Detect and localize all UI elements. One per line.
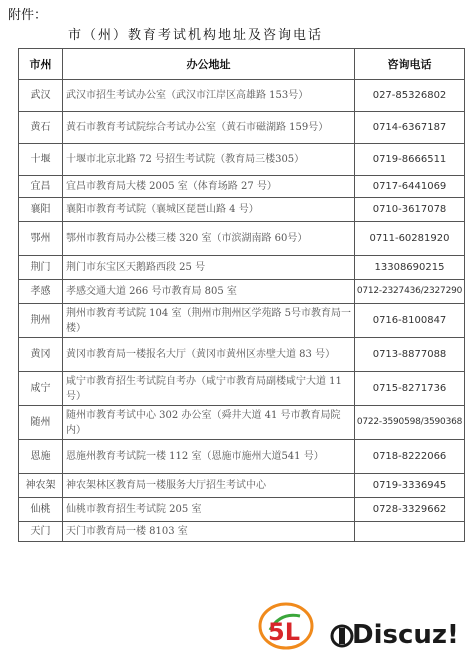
city-cell: 黄冈 xyxy=(19,338,63,372)
address-cell: 襄阳市教育考试院（襄城区琵琶山路 4 号） xyxy=(63,198,355,222)
attachment-label: 附件： xyxy=(8,8,48,23)
city-cell: 襄阳 xyxy=(19,198,63,222)
table-row xyxy=(19,280,465,304)
phone-cell: 0722-3590598/3590368 xyxy=(355,406,465,440)
discuz-text: Discuz! xyxy=(352,620,459,650)
phone-cell: 0712-2327436/2327290 xyxy=(355,280,465,304)
city-cell: 荆州 xyxy=(19,304,63,338)
address-cell: 黄冈市教育局一楼报名大厅（黄冈市黄州区赤壁大道 83 号） xyxy=(63,338,355,372)
table-row xyxy=(19,304,465,338)
city-cell: 神农架 xyxy=(19,474,63,498)
address-cell: 荆门市东宝区天鹅路西段 25 号 xyxy=(63,256,355,280)
logo-5l-text: 5L xyxy=(268,618,300,646)
city-cell: 鄂州 xyxy=(19,222,63,256)
phone-cell: 0715-8271736 xyxy=(355,372,465,406)
phone-cell: 0719-3336945 xyxy=(355,474,465,498)
phone-cell: 027-85326802 xyxy=(355,80,465,112)
table-row xyxy=(19,198,465,222)
table-row xyxy=(19,440,465,474)
document-title: 市（州）教育考试机构地址及咨询电话 xyxy=(68,28,324,43)
table-row xyxy=(19,522,465,542)
address-cell: 黄石市教育考试院综合考试办公室（黄石市磁湖路 159号） xyxy=(63,112,355,144)
table-row xyxy=(19,176,465,198)
phone-cell: 0714-6367187 xyxy=(355,112,465,144)
table-row xyxy=(19,474,465,498)
table-header-row xyxy=(19,49,465,80)
address-cell: 宜昌市教育局大楼 2005 室（体育场路 27 号） xyxy=(63,176,355,198)
table-row xyxy=(19,112,465,144)
city-cell: 荆门 xyxy=(19,256,63,280)
phone-cell: 0719-8666511 xyxy=(355,144,465,176)
phone-cell: 0716-8100847 xyxy=(355,304,465,338)
city-cell: 孝感 xyxy=(19,280,63,304)
phone-cell: 13308690215 xyxy=(355,256,465,280)
table-row xyxy=(19,144,465,176)
phone-cell: 0711-60281920 xyxy=(355,222,465,256)
address-cell: 十堰市北京北路 72 号招生考试院（教育局三楼305） xyxy=(63,144,355,176)
city-cell: 十堰 xyxy=(19,144,63,176)
city-cell: 仙桃 xyxy=(19,498,63,522)
address-cell: 天门市教育局一楼 8103 室 xyxy=(63,522,355,542)
table-row xyxy=(19,256,465,280)
address-cell: 随州市教育考试中心 302 办公室（舜井大道 41 号市教育局院内） xyxy=(63,406,355,440)
city-cell: 随州 xyxy=(19,406,63,440)
watermark-discuz-logo xyxy=(330,618,468,654)
table-row xyxy=(19,406,465,440)
table-row xyxy=(19,338,465,372)
phone-cell: 0718-8222066 xyxy=(355,440,465,474)
address-cell: 恩施州教育考试院一楼 112 室（恩施市施州大道541 号） xyxy=(63,440,355,474)
city-cell: 天门 xyxy=(19,522,63,542)
address-cell: 孝感交通大道 266 号市教育局 805 室 xyxy=(63,280,355,304)
phone-cell: 0717-6441069 xyxy=(355,176,465,198)
table-row xyxy=(19,372,465,406)
contact-table xyxy=(18,48,465,542)
phone-cell: 0713-8877088 xyxy=(355,338,465,372)
city-cell: 宜昌 xyxy=(19,176,63,198)
table-row xyxy=(19,80,465,112)
address-cell: 鄂州市教育局办公楼三楼 320 室（市滨湖南路 60号） xyxy=(63,222,355,256)
discuz-emblem-icon xyxy=(330,622,354,652)
phone-cell: 0728-3329662 xyxy=(355,498,465,522)
address-cell: 荆州市教育考试院 104 室（荆州市荆州区学苑路 5号市教育局一楼） xyxy=(63,304,355,338)
column-header-city: 市州 xyxy=(19,49,63,80)
table-row xyxy=(19,498,465,522)
address-cell: 神农架林区教育局一楼服务大厅招生考试中心 xyxy=(63,474,355,498)
watermark-5l-logo xyxy=(256,600,316,652)
city-cell: 武汉 xyxy=(19,80,63,112)
address-cell: 咸宁市教育招生考试院自考办（咸宁市教育局副楼咸宁大道 11 号） xyxy=(63,372,355,406)
column-header-phone: 咨询电话 xyxy=(355,49,465,80)
city-cell: 黄石 xyxy=(19,112,63,144)
phone-cell: 0710-3617078 xyxy=(355,198,465,222)
table-row xyxy=(19,222,465,256)
column-header-address: 办公地址 xyxy=(63,49,355,80)
address-cell: 仙桃市教育招生考试院 205 室 xyxy=(63,498,355,522)
city-cell: 恩施 xyxy=(19,440,63,474)
phone-cell xyxy=(355,522,465,542)
address-cell: 武汉市招生考试办公室（武汉市江岸区高雄路 153号） xyxy=(63,80,355,112)
city-cell: 咸宁 xyxy=(19,372,63,406)
